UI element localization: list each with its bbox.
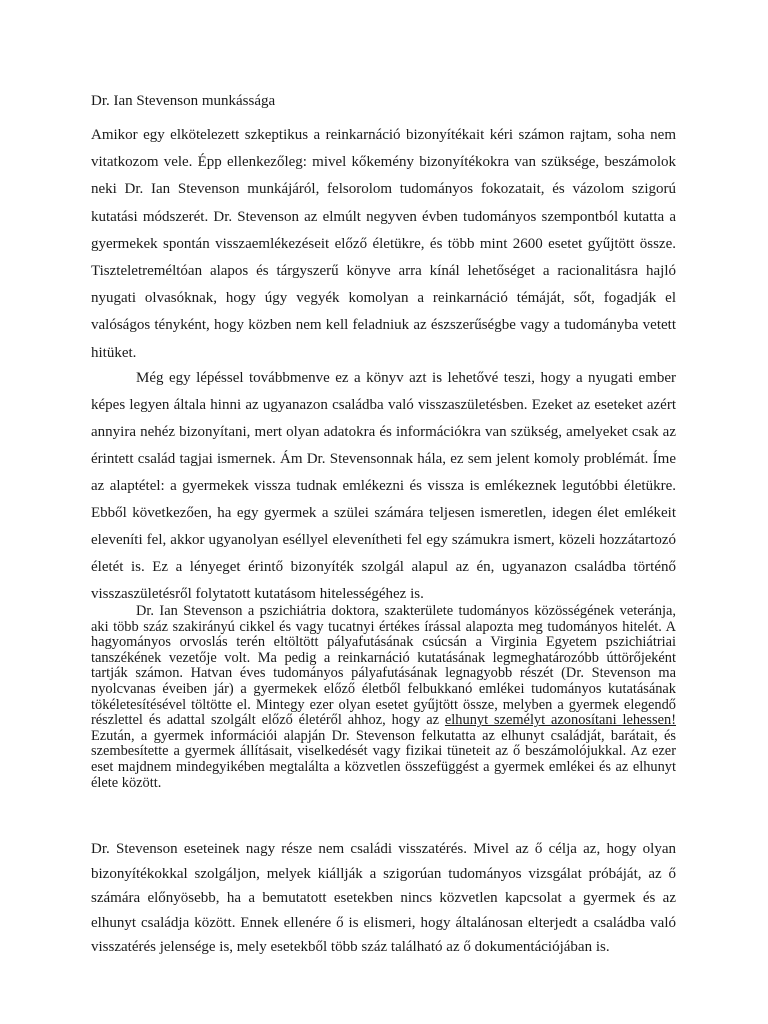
paragraph-3-text-end: Ezután, a gyermek információi alapján Dr. Stevenson felkutatta az elhunyt családját, barátait, és szembesítette a gyermek állításait, viselkedését vagy fizikai tüneteit az ő beszámolójukkal. Az ezer eset majdnem mindegyikében megtalálta a közvetlen összefüggést a gyermek emlékei és az elhunyt élete között. <box>91 727 676 791</box>
paragraph-4: Dr. Stevenson eseteinek nagy része nem családi visszatérés. Mivel az ő célja az, hogy olyan bizonyítékokkal szolgáljon, melyek kiállják a szigorúan tudományos vizsgálat próbáját, az ő számára előnyösebb, ha a bemutatott esetekben nincs közvetlen kapcsolat a gyermek és az elhunyt családja között. Ennek ellenére ő is elismeri, hogy általánosan elterjedt a családba való visszatérés jelensége is, mely esetekből több száz található az ő dokumentációjában is. <box>91 841 676 956</box>
paragraph-2: Még egy lépéssel továbbmenve ez a könyv azt is lehetővé teszi, hogy a nyugati ember képes legyen általa hinni az ugyanazon családba való visszaszületésben. Ezeket az eseteket azért annyira nehéz bizonyítani, mert olyan adatokra és információkra van szükség, amelyeket csak az érintett család tagjai ismernek. Ám Dr. Stevensonnak hála, ez sem jelent komoly problémát. Íme az alaptétel: a gyermekek vissza tudnak emlékezni és vissza is emlékeznek legutóbbi életükre. Ebből következően, ha egy gyermek a szülei számára teljesen ismeretlen, idegen élet emlékeit eleveníti fel, akkor ugyanolyan eséllyel elevenítheti fel egy számukra ismert, közeli hozzátartozó életét is. Ez a lényeget érintő bizonyíték szolgál alapul az én, ugyanazon családba történő visszaszületésről folytatott kutatásom hitelességéhez is. <box>91 370 676 602</box>
paragraph-1: Amikor egy elkötelezett szkeptikus a reinkarnáció bizonyítékait kéri számon rajtam, soha nem vitatkozom vele. Épp ellenkezőleg: mivel kőkemény bizonyítékokra van szüksége, beszámolok neki Dr. Ian Stevenson munkájáról, felsorolom tudományos fokozatait, és vázolom szigorú kutatási módszerét. Dr. Stevenson az elmúlt negyven évben tudományos szempontból kutatta a gyermekek spontán visszaemlékezéseit előző életükre, és több mint 2600 esetet gyűjtött össze. Tiszteletreméltóan alapos és tárgyszerű könyve arra kínál lehetőséget a racionalitásra hajló nyugati olvasóknak, hogy úgy vegyék komolyan a reinkarnáció témáját, sőt, fogadják el valóságos tényként, hogy közben nem kell feladniuk az észszerűségbe vagy a tudományba vetett hitüket. <box>91 127 676 361</box>
document-title: Dr. Ian Stevenson munkássága <box>91 93 276 109</box>
paragraph-3-text-start: Dr. Ian Stevenson a pszichiátria doktora, szakterülete tudományos közösségének veteránja, aki több száz szakirányú cikkel és vagy tucatnyi értékes írással alapozta meg tudományos hitelét. A hagyományos orvoslás terén eltöltött pályafutásának csúcsán a Virginia Egyetem pszichiátriai tanszékének vezetője volt. Ma pedig a reinkarnáció kutatásának legmeghatározóbb úttörőjeként tartják számon. Hatvan éves tudományos pályafutásának legnagyobb részét (Dr. Stevenson ma nyolcvanas éveiben jár) a gyermekek előző életből felbukkanó emlékei tudományos kutatásának tökéletesítésével töltötte el. Mintegy ezer olyan esetet gyűjtött össze, melyben a gyermek elegendő részlettel és adattal szolgált előző életéről ahhoz, hogy az <box>91 603 676 729</box>
paragraph-3 <box>91 604 676 791</box>
underlined-phrase: elhunyt személyt azonosítani lehessen! <box>444 712 677 729</box>
